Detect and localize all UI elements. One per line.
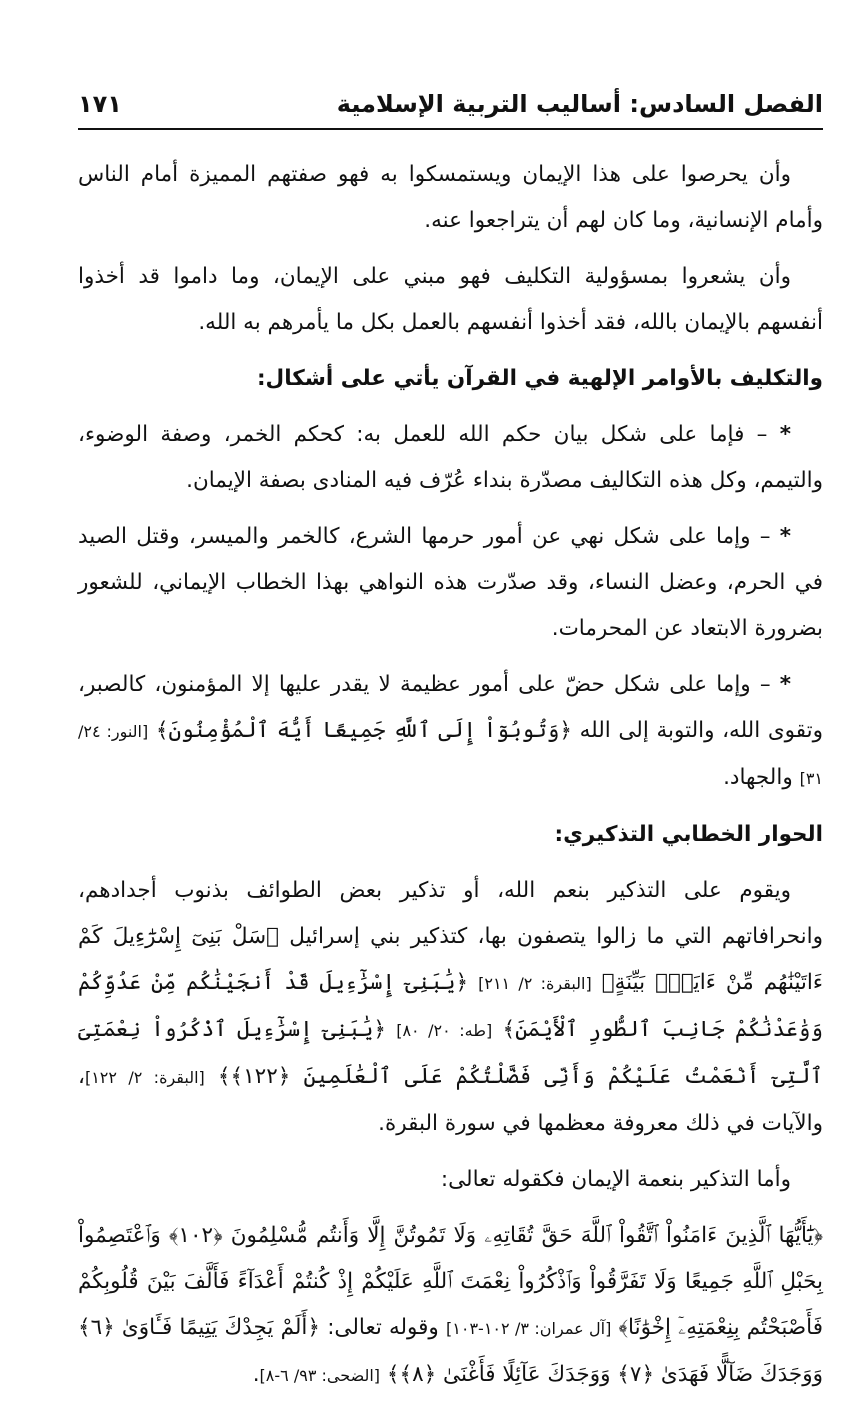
chapter-title: الفصل السادس: أساليب التربية الإسلامية (336, 90, 823, 118)
bullet-text-2: – وإما على شكل نهي عن أمور حرمها الشرع، كالخمر والميسر، وقتل الصيد في الحرم، وعضل النساء، وقد صدّرت هذه النواهي بهذا الخطاب الإيماني، للشعور بضرورة الابتعاد عن المحرمات. (78, 524, 823, 641)
bullet-star-icon: * (779, 422, 792, 447)
bullet-paragraph-3 (78, 662, 823, 802)
quran-verse: ﴿وَتُوبُوٓاْ إِلَى ٱللَّهِ جَمِيعًا أَيُّهَ ٱلْمُؤْمِنُونَ﴾ (155, 718, 572, 743)
page-body (78, 130, 823, 1399)
paragraph-4: وأما التذكير بنعمة الإيمان فكقوله تعالى: (440, 1167, 791, 1192)
bullet-text-3a: – وإما على شكل حضّ على أمور عظيمة لا يقدر عليها إلا المؤمنون، كالصبر، وتقوى الله، والتوبة إلى الله (78, 672, 824, 743)
verse-reference: [آل عمران: ٣/ ١٠٢-١٠٣] (446, 1319, 612, 1338)
section-heading-hiwar: الحوار الخطابي التذكيري: (554, 822, 823, 847)
quran-verse: ﴿يَٰٓأَيُّهَا ٱلَّذِينَ ءَامَنُواْ ٱتَّقُواْ ٱللَّهَ حَقَّ تُقَاتِهِۦ وَلَا تَمُوتُنَّ إِلَّا وَأَنتُم مُّسْلِمُونَ ﴿١٠٢﴾ وَٱعْتَصِمُواْ بِحَبْلِ ٱللَّهِ جَمِيعًا وَلَا تَفَرَّقُواْ وَٱذْكُرُواْ نِعْمَتَ ٱللَّهِ عَلَيْكُمْ إِذْ كُنتُمْ أَعْدَآءً فَأَلَّفَ بَيْنَ قُلُوبِكُمْ فَأَصْبَحْتُم بِنِعْمَتِهِۦٓ إِخْوَٰنًا﴾ (78, 1223, 824, 1340)
bullet-text-3b: والجهاد. (723, 765, 793, 790)
paragraph-3-text-a: ويقوم على التذكير بنعم الله، أو تذكير بعض الطوائف بذنوب أجدادهم، وانحرافاتهم التي ما زالوا يتصفون بها، كتذكير بني إسرائيل (78, 878, 823, 949)
paragraph-1: وأن يحرصوا على هذا الإيمان ويستمسكوا به فهو صفتهم المميزة أمام الناس وأمام الإنسانية، وما كان لهم أن يتراجعوا عنه. (78, 162, 823, 233)
page-header (78, 84, 823, 130)
page-number: ١٧١ (78, 90, 122, 118)
bullet-star-icon: * (779, 524, 791, 549)
quran-verse: ﴿أَلَمْ يَجِدْكَ يَتِيمًا فَـَٔاوَىٰ ﴿٦﴾ وَوَجَدَكَ ضَآلًّا فَهَدَىٰ ﴿٧﴾ وَوَجَدَكَ عَآئِلًا فَأَغْنَىٰ ﴿٨﴾﴾ (78, 1315, 823, 1387)
verse-reference: [طه: ٢٠/ ٨٠] (396, 1021, 493, 1040)
paragraph-5 (78, 1213, 823, 1399)
verse-reference: [النور: ٢٤/ ٣١] (78, 722, 823, 788)
bullet-paragraph-1 (78, 412, 823, 504)
bullet-paragraph-2 (78, 514, 823, 652)
book-page (78, 84, 823, 1409)
verse-reference: [البقرة: ٢/ ١٢٢] (84, 1068, 205, 1087)
paragraph-5-text-end: . (252, 1362, 260, 1387)
bullet-text-1: – فإما على شكل بيان حكم الله للعمل به: كحكم الخمر، وصفة الوضوء، والتيمم، وكل هذه التكاليف مصدّرة بنداء عُرّف فيه المنادى بصفة الإيمان. (78, 422, 823, 493)
quran-verse: ﴿سَلْ بَنِىٓ إِسْرَٰٓءِيلَ كَمْ ءَاتَيْنَٰهُم مِّنْ ءَايَةٍۭ بَيِّنَةٍ﴾ (78, 924, 824, 995)
verse-reference: [الضحى: ٩٣/ ٦-٨] (259, 1366, 381, 1385)
paragraph-5-text-mid: وقوله تعالى: (327, 1315, 439, 1340)
paragraph-2: وأن يشعروا بمسؤولية التكليف فهو مبني على الإيمان، وما داموا قد أخذوا أنفسهم بالإيمان بالله، فقد أخذوا أنفسهم بالعمل بكل ما يأمرهم به الله. (78, 264, 823, 335)
paragraph-3-text-b: ، والآيات في ذلك معروفة معظمها في سورة البقرة. (78, 1064, 823, 1136)
section-heading-taklif: والتكليف بالأوامر الإلهية في القرآن يأتي على أشكال: (256, 366, 823, 391)
verse-reference: [البقرة: ٢/ ٢١١] (478, 974, 592, 993)
quran-verse: ﴿يَٰبَنِىٓ إِسْرَٰٓءِيلَ قَدْ أَنجَيْنَٰكُم مِّنْ عَدُوِّكُمْ وَوَٰعَدْنَٰكُمْ جَانِبَ ٱلطُّورِ ٱلْأَيْمَنَ﴾ (78, 970, 823, 1042)
paragraph-3 (78, 868, 823, 1147)
quran-verse: ﴿يَٰبَنِىٓ إِسْرَٰٓءِيلَ ٱذْكُرُواْ نِعْمَتِىَ ٱلَّتِىٓ أَنْعَمْتُ عَلَيْكُمْ وَأَنِّى فَضَّلْتُكُمْ عَلَى ٱلْعَٰلَمِينَ ﴿١٢٢﴾﴾ (78, 1017, 823, 1089)
bullet-star-icon: * (779, 672, 791, 697)
